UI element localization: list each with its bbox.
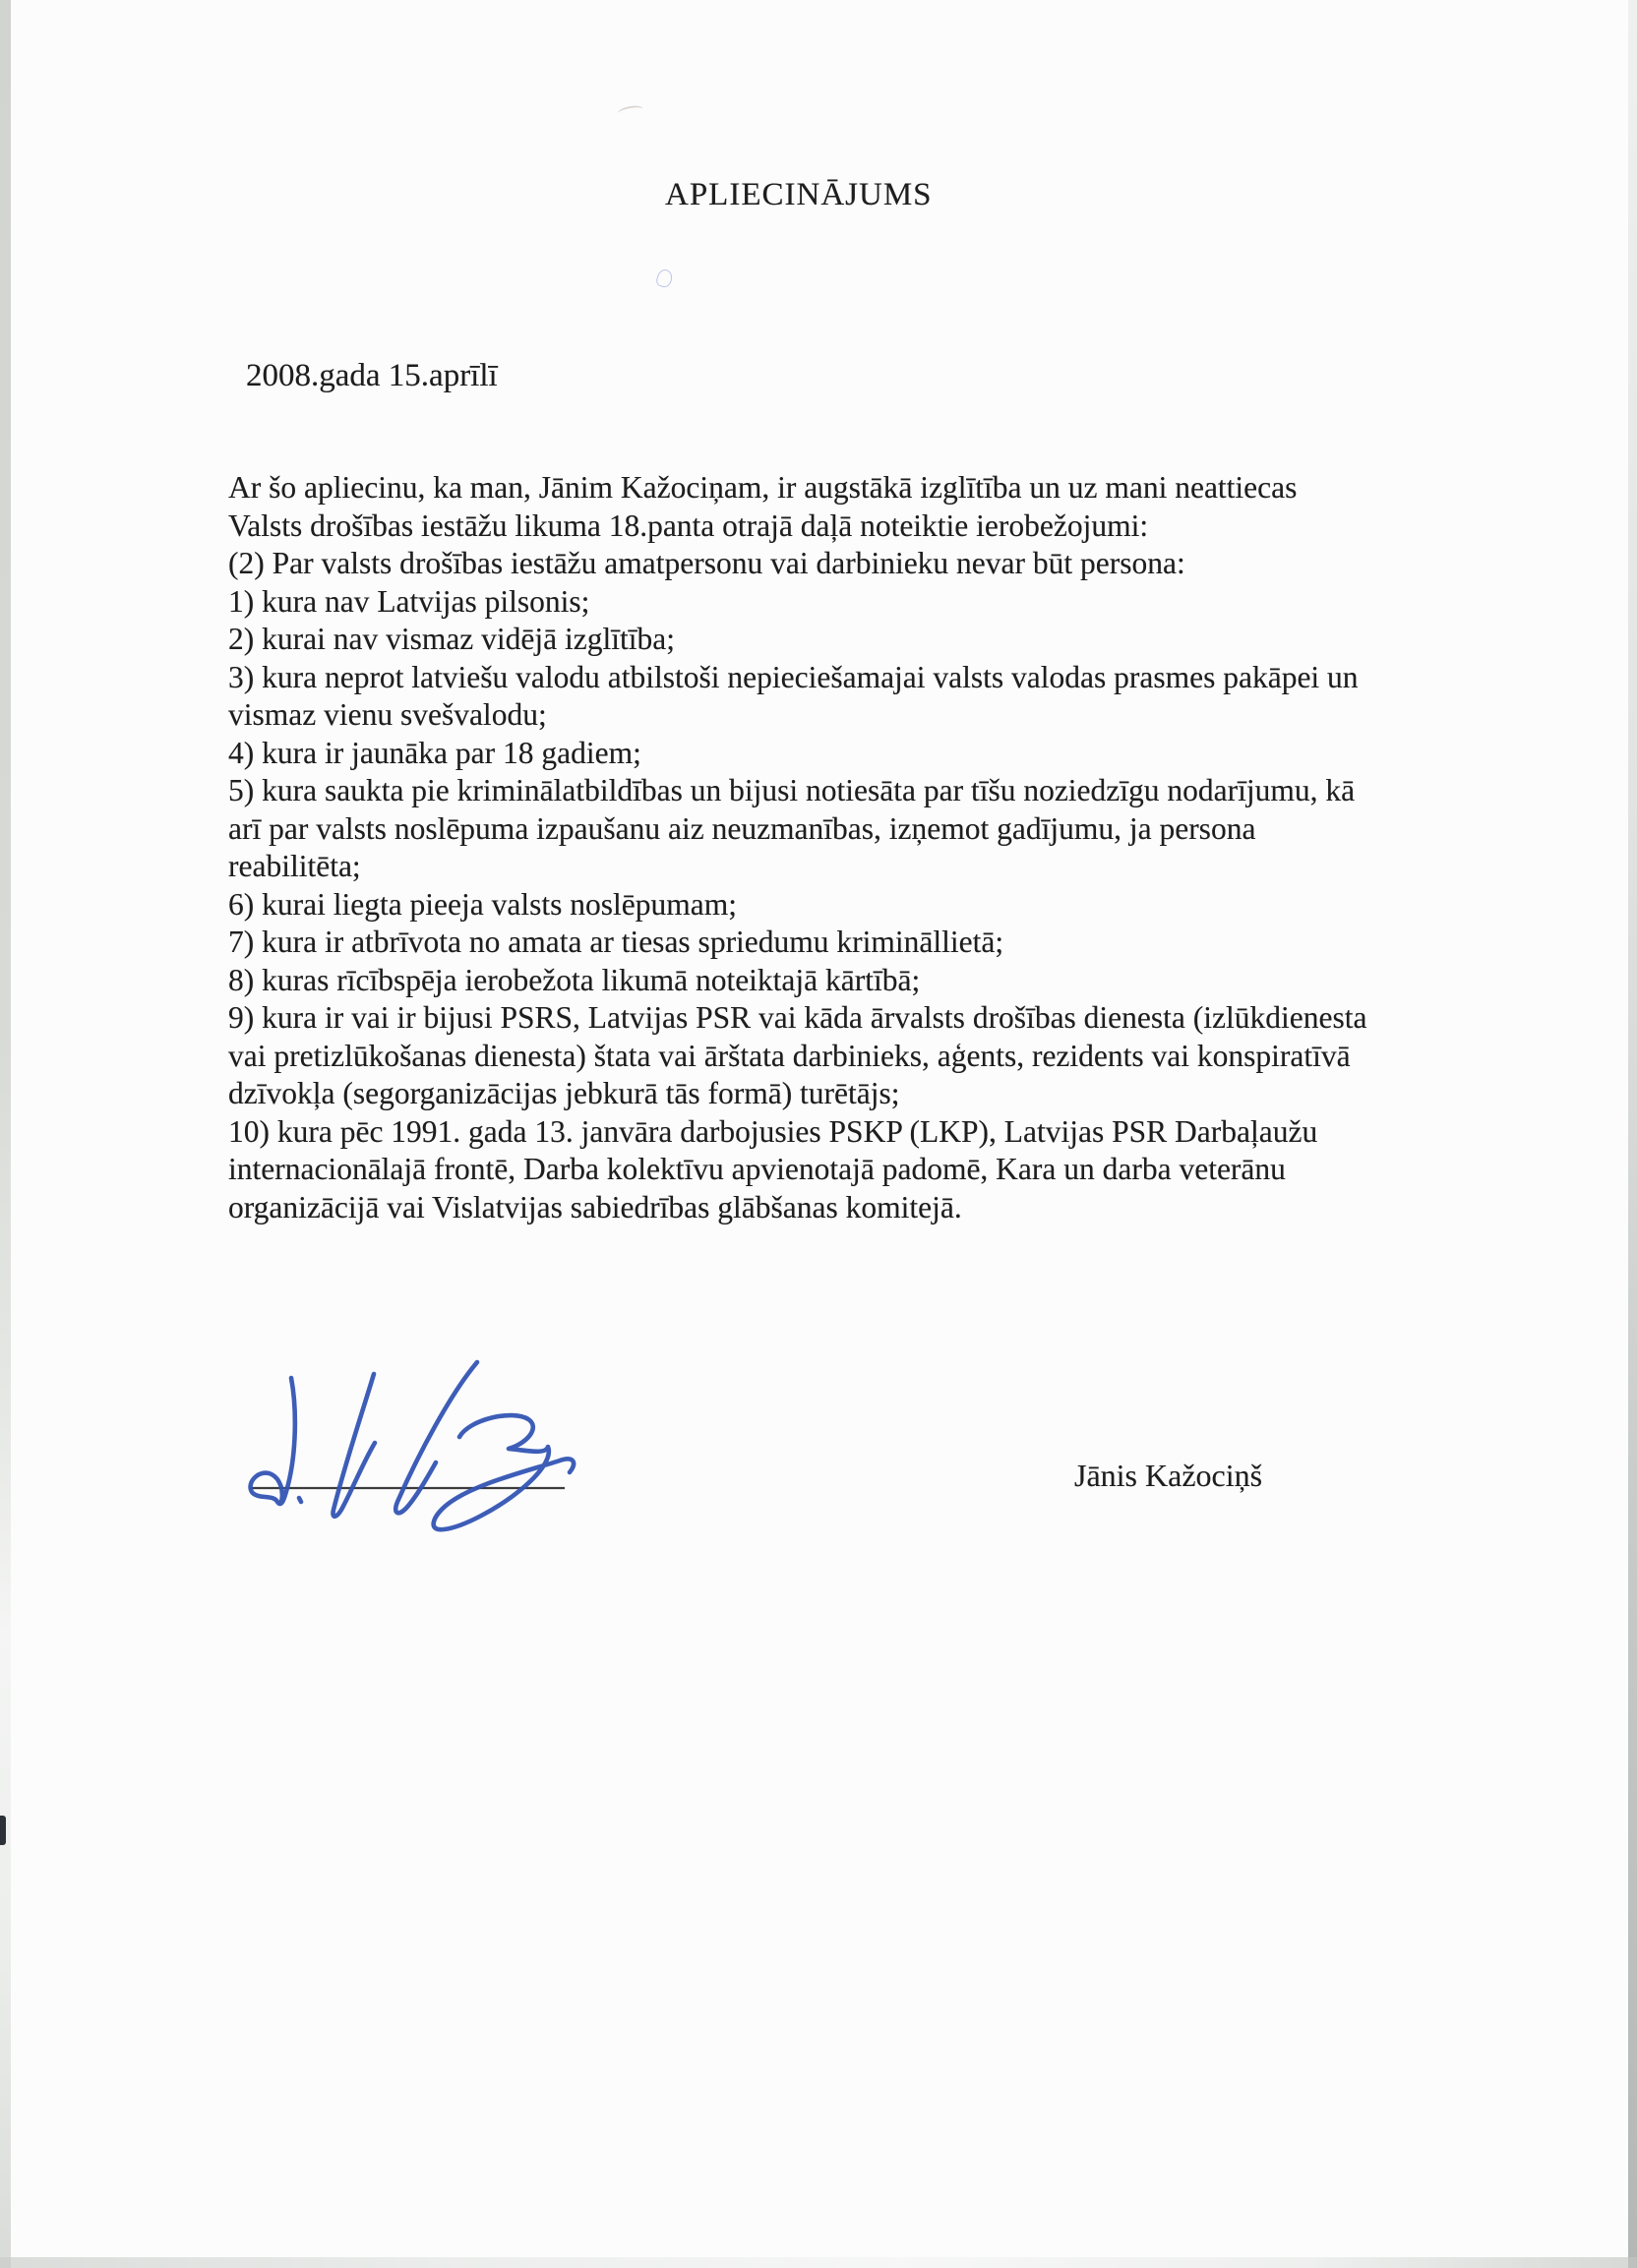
body-line: 6) kurai liegta pieeja valsts noslēpumam; — [228, 886, 737, 922]
document-body — [228, 469, 1497, 1226]
signature — [234, 1352, 610, 1581]
scan-edge-bottom — [0, 2257, 1637, 2268]
scan-edge-left — [0, 0, 11, 2268]
body-line: 4) kura ir jaunāka par 18 gadiem; — [228, 735, 641, 770]
body-line: vai pretizlūkošanas dienesta) štata vai ārštata darbinieks, aģents, rezidents vai konspiratīvā — [228, 1038, 1351, 1073]
body-line: vismaz vienu svešvalodu; — [228, 697, 547, 732]
body-line: organizācijā vai Vislatvijas sabiedrības glābšanas komitejā. — [228, 1189, 962, 1224]
document-date: 2008.gada 15.aprīlī — [246, 358, 498, 393]
body-line: Ar šo apliecinu, ka man, Jānim Kažociņam, ir augstākā izglītība un uz mani neattiecas — [228, 470, 1298, 505]
scan-edge-mark — [0, 1816, 6, 1845]
scan-edge-right — [1628, 0, 1637, 2268]
body-line: internacionālajā frontē, Darba kolektīvu apvienotajā padomē, Kara un darba veterānu — [228, 1152, 1286, 1186]
document-title: APLIECINĀJUMS — [665, 177, 933, 212]
body-line: 3) kura neprot latviešu valodu atbilstoši nepieciešamajai valsts valodas prasmes pakāpei un — [228, 659, 1359, 694]
signatory-name: Jānis Kažociņš — [1074, 1458, 1263, 1493]
body-line: (2) Par valsts drošības iestāžu amatpersonu vai darbinieku nevar būt persona: — [228, 546, 1185, 580]
body-line: 5) kura saukta pie kriminālatbildības un bijusi notiesāta par tīšu noziedzīgu nodarījumu, kā — [228, 773, 1356, 807]
ink-speck — [655, 268, 675, 289]
body-line: arī par valsts noslēpuma izpaušanu aiz neuzmanības, izņemot gadījumu, ja persona — [228, 810, 1256, 846]
body-line: 9) kura ir vai ir bijusi PSRS, Latvijas PSR vai kāda ārvalsts drošības dienesta (izlūkdienesta — [228, 1000, 1367, 1035]
body-line: 7) kura ir atbrīvota no amata ar tiesas spriedumu krimināllietā; — [228, 925, 1004, 959]
body-line: 10) kura pēc 1991. gada 13. janvāra darbojusies PSKP (LKP), Latvijas PSR Darbaļaužu — [228, 1113, 1318, 1149]
signature-ink-image — [234, 1352, 610, 1581]
body-line: dzīvokļa (segorganizācijas jebkurā tās formā) turētājs; — [228, 1076, 900, 1110]
body-line: reabilitēta; — [228, 849, 361, 883]
body-line: Valsts drošības iestāžu likuma 18.panta otrajā daļā noteiktie ierobežojumi: — [228, 507, 1149, 543]
body-line: 2) kurai nav vismaz vidējā izglītība; — [228, 622, 675, 656]
pencil-speck — [617, 104, 643, 118]
body-line: 8) kuras rīcībspēja ierobežota likumā noteiktajā kārtībā; — [228, 962, 921, 997]
body-line: 1) kura nav Latvijas pilsonis; — [228, 583, 590, 619]
